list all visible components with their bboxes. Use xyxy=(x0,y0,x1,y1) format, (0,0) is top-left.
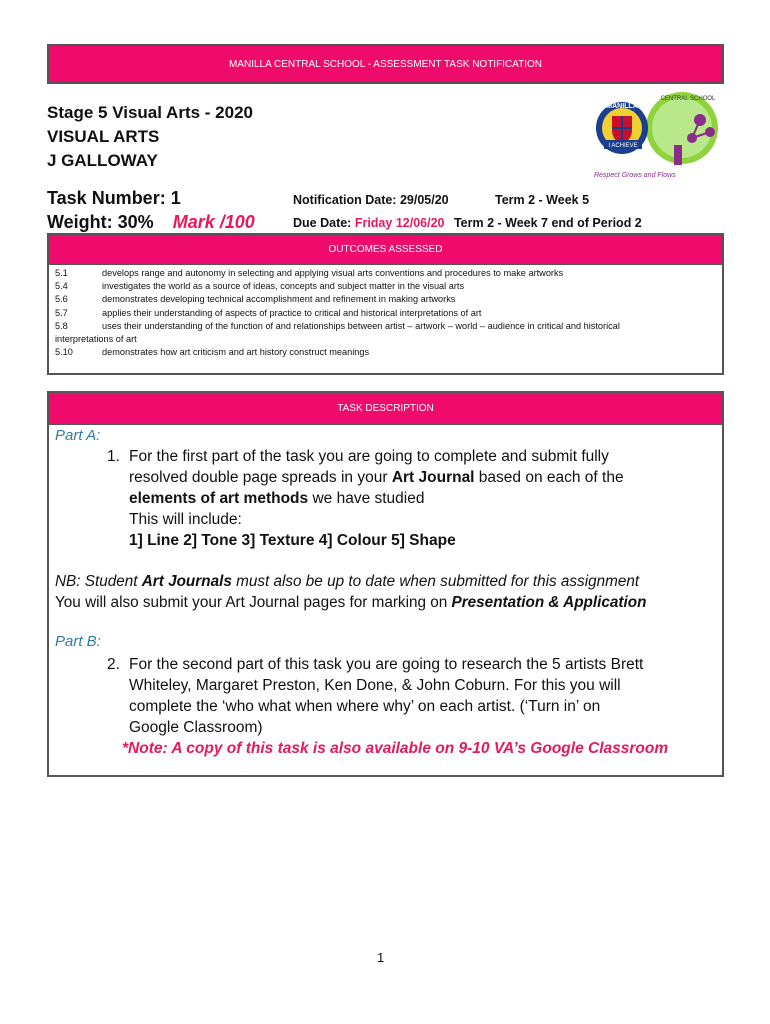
notification-date: Notification Date: 29/05/20 xyxy=(293,193,449,207)
school-logo xyxy=(592,90,730,182)
elements-bold: elements of art methods xyxy=(129,490,309,507)
outcome-item xyxy=(55,307,716,320)
task-title-bar xyxy=(49,393,722,425)
part-b-line-3: complete the ‘who what when where why’ on each artist. (‘Turn in’ on xyxy=(129,698,601,715)
due-term: Term 2 - Week 7 end of Period 2 xyxy=(453,216,642,230)
elements-list: 1] Line 2] Tone 3] Texture 4] Colour 5] Shape xyxy=(129,532,456,549)
outcome-text: develops range and autonomy in selecting and applying visual arts conventions and procedures to make artworks xyxy=(102,268,564,278)
outcome-code: 5.6 xyxy=(55,294,68,305)
part-a-line-4: This will include: xyxy=(129,511,242,528)
nb-text-end: must also be up to date when submitted for this assignment xyxy=(231,573,640,590)
outcome-item xyxy=(55,293,716,306)
outcome-text: demonstrates how art criticism and art history construct meanings xyxy=(102,347,370,358)
part-a-number: 1. xyxy=(107,448,120,465)
outcome-code: 5.4 xyxy=(55,281,68,292)
part-b-heading: Part B: xyxy=(55,633,101,650)
part-b-line-1: For the second part of this task you are going to research the 5 artists Brett xyxy=(129,656,644,673)
task-title: TASK DESCRIPTION xyxy=(337,403,434,414)
nb-bold: Art Journals xyxy=(141,573,232,590)
outcome-text: interpretations of art xyxy=(55,334,137,345)
submit-text: You will also submit your Art Journal pages for marking on xyxy=(55,594,452,611)
part-a-line-3 xyxy=(129,488,424,509)
outcome-item xyxy=(55,320,716,333)
due-date xyxy=(293,216,642,230)
part-a-line-3-end: we have studied xyxy=(308,490,425,507)
outcome-text: applies their understanding of aspects of practice to critical and historical interpretations of art xyxy=(102,307,482,318)
submit-bold: Presentation & Application xyxy=(451,594,647,611)
header-course: Stage 5 Visual Arts - 2020 xyxy=(47,103,253,122)
logo-arc-text: CENTRAL SCHOOL xyxy=(660,96,716,102)
art-journal-bold: Art Journal xyxy=(391,469,475,486)
weight-value: Weight: 30% xyxy=(47,212,154,232)
outcome-text: uses their understanding of the function of and relationships between artist – artwork – world – audience in critical and historical xyxy=(102,320,620,331)
outcome-text: investigates the world as a source of ideas, concepts and subject matter in the visual arts xyxy=(102,281,465,292)
outcomes-title-bar xyxy=(49,235,722,265)
mark-value: Mark /100 xyxy=(172,212,255,232)
part-b-line-2: Whiteley, Margaret Preston, Ken Done, & John Coburn. For this you will xyxy=(129,677,621,694)
logo-ribbon-text: I ACHIEVE xyxy=(608,143,638,149)
part-a-line-2-end: based on each of the xyxy=(474,469,624,486)
outcome-item xyxy=(55,280,716,293)
outcome-code: 5.8 xyxy=(55,320,68,331)
outcomes-box xyxy=(47,233,724,375)
notification-term: Term 2 - Week 5 xyxy=(495,193,590,207)
due-label: Due Date: xyxy=(293,216,352,230)
outcome-item-continued xyxy=(55,333,716,346)
logo-top-text: MANILLA xyxy=(606,103,638,110)
school-banner-text: MANILLA CENTRAL SCHOOL - ASSESSMENT TASK NOTIFICATION xyxy=(228,58,543,70)
outcome-code: 5.7 xyxy=(55,307,68,318)
part-b-line-4: Google Classroom) xyxy=(129,719,263,736)
logo-motto: Respect Grows and Flows xyxy=(594,172,676,179)
outcomes-title: OUTCOMES ASSESSED xyxy=(328,244,443,255)
nb-text: NB: Student xyxy=(55,573,142,590)
outcome-code: 5.10 xyxy=(55,347,73,358)
outcome-text: demonstrates developing technical accomplishment and refinement in making artworks xyxy=(102,294,456,305)
task-description-box xyxy=(47,391,724,777)
classroom-note: *Note: A copy of this task is also available on 9-10 VA’s Google Classroom xyxy=(122,740,669,757)
header-subject: VISUAL ARTS xyxy=(47,127,160,146)
nb-note xyxy=(55,571,639,592)
header-teacher: J GALLOWAY xyxy=(47,151,158,170)
part-a-heading: Part A: xyxy=(55,427,101,444)
task-number: Task Number: 1 xyxy=(47,188,181,208)
part-a-line-2-text: resolved double page spreads in your xyxy=(129,469,392,486)
submit-note xyxy=(55,592,646,613)
part-a-line-2 xyxy=(129,467,624,488)
page-number: 1 xyxy=(377,950,385,965)
school-banner xyxy=(47,44,724,84)
outcome-item xyxy=(55,346,716,359)
outcome-list xyxy=(49,265,722,361)
outcome-code: 5.1 xyxy=(55,268,68,278)
task-weight xyxy=(47,212,255,233)
outcome-item xyxy=(55,267,716,280)
part-a-line-1: For the first part of the task you are going to complete and submit fully xyxy=(129,448,609,465)
due-value: Friday 12/06/20 xyxy=(354,216,445,230)
part-b-number: 2. xyxy=(107,656,120,673)
